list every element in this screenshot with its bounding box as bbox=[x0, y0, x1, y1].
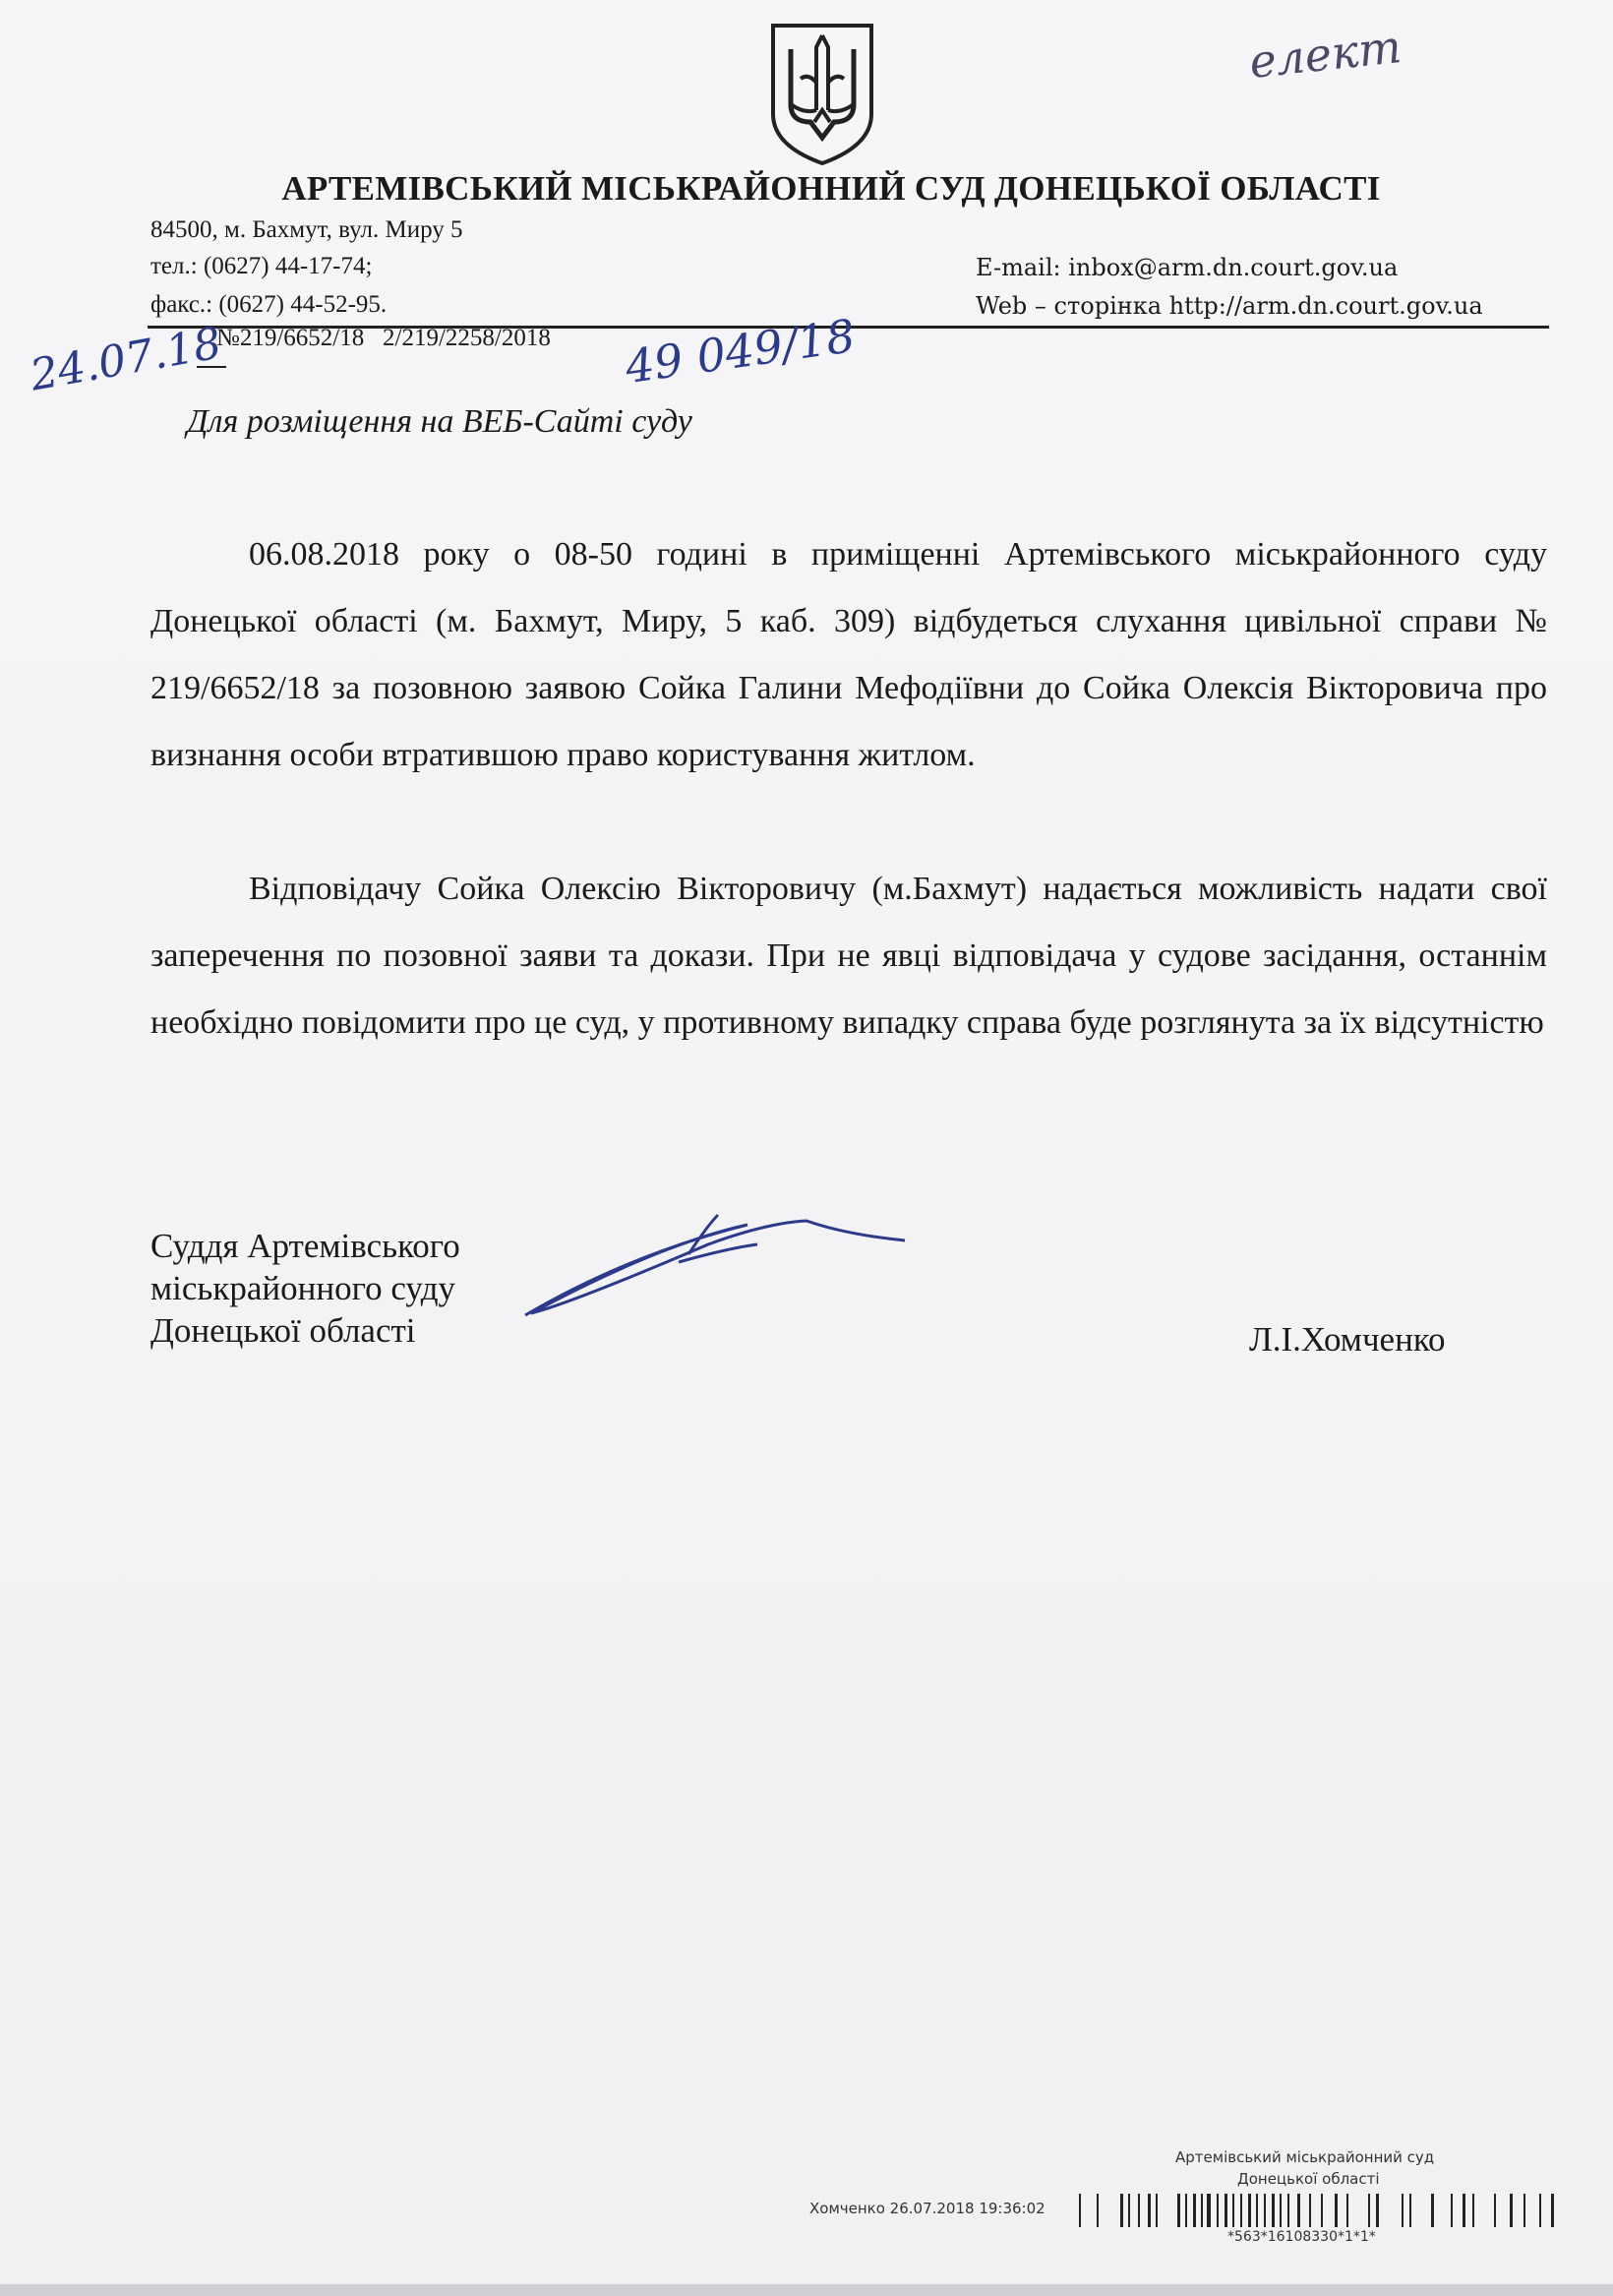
judge-title bbox=[150, 1225, 460, 1352]
defendant-notice-paragraph: Відповідачу Сойка Олексію Вікторовичу (м.Бахмут) надається можливість надати свої заперечення по позовної заяви та докази. При не явці відповідача у судове засідання, останнім необхідно повідомити про це суд, у противному випадку справа буде розглянута за їх відсутністю bbox=[150, 871, 1547, 1041]
handwritten-date: 24.07.18 bbox=[27, 318, 225, 401]
judge-name: Л.І.Хомченко bbox=[1249, 1320, 1446, 1359]
placement-note: Для розміщення на ВЕБ-Сайті суду bbox=[187, 403, 692, 440]
handwritten-note-top: елект bbox=[1246, 20, 1404, 89]
judge-title-line: Донецької області bbox=[150, 1311, 416, 1350]
court-phone: тел.: (0627) 44-17-74; bbox=[150, 253, 373, 279]
stamp-registration: Хомченко 26.07.2018 19:36:02 bbox=[809, 2200, 1045, 2217]
signature-icon bbox=[511, 1205, 925, 1323]
coat-of-arms-icon bbox=[765, 20, 879, 167]
handwritten-incoming-number: 49 049/18 bbox=[622, 308, 859, 394]
stamp-court-name: Артемівський міськрайонний суд bbox=[1175, 2148, 1435, 2166]
court-website: Web – сторінка http://arm.dn.court.gov.ua bbox=[976, 292, 1483, 320]
case-number-underline bbox=[197, 366, 226, 368]
judge-title-line: міськрайонного суду bbox=[150, 1269, 456, 1307]
scan-bottom-edge bbox=[0, 2284, 1613, 2296]
hearing-announcement-paragraph: 06.08.2018 року о 08-50 годині в приміщенні Артемівського міськрайонного суду Донецької області (м. Бахмут, Миру, 5 каб. 309) відбудеться слухання цивільної справи № 219/6652/18 за позовною заявою Сойка Галини Мефодіївни до Сойка Олексія Вікторовича про визнання особи втратившою право користування житлом. bbox=[150, 536, 1547, 773]
court-fax: факс.: (0627) 44-52-95. bbox=[150, 291, 388, 318]
stamp-court-region: Донецької області bbox=[1237, 2170, 1380, 2188]
judge-title-line: Суддя Артемівського bbox=[150, 1227, 460, 1265]
barcode-icon bbox=[1077, 2192, 1559, 2229]
court-name-heading: АРТЕМІВСЬКИЙ МІСЬКРАЙОННИЙ СУД ДОНЕЦЬКОЇ ОБЛАСТІ bbox=[281, 169, 1381, 208]
court-address: 84500, м. Бахмут, вул. Миру 5 bbox=[150, 216, 463, 243]
court-email: E-mail: inbox@arm.dn.court.gov.ua bbox=[976, 254, 1399, 281]
barcode-number: *563*16108330*1*1* bbox=[1227, 2229, 1376, 2245]
case-numbers: №219/6652/18 2/219/2258/2018 bbox=[216, 325, 551, 351]
